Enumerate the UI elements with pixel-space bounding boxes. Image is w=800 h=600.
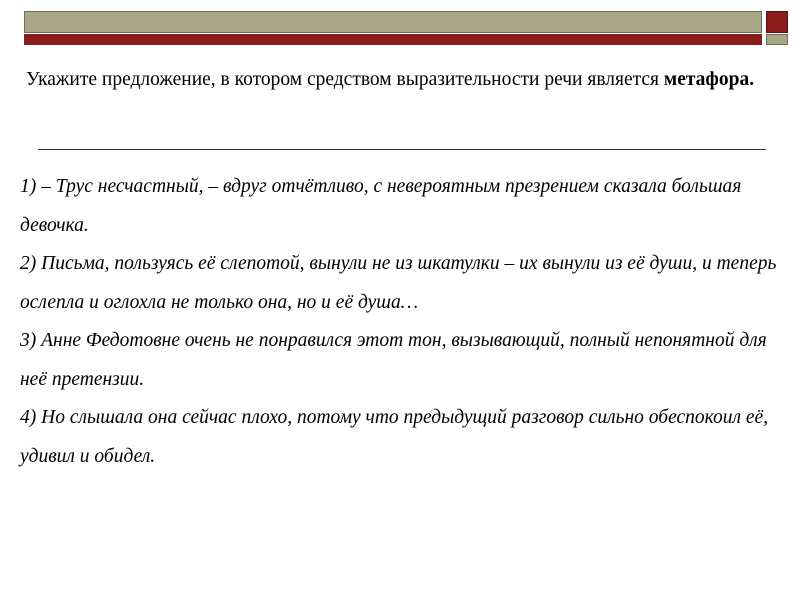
corner-olive-square xyxy=(766,34,788,45)
question-text xyxy=(26,61,786,98)
option-1: 1) – Трус несчастный, – вдруг отчётливо, с невероятным презрением сказала большая девочка. xyxy=(20,176,742,236)
answer-options xyxy=(20,168,790,476)
question-body: Укажите предложение, в котором средством выразительности речи является xyxy=(26,69,664,90)
header-olive-bar xyxy=(24,11,762,33)
option-2: 2) Письма, пользуясь её слепотой, вынули не из шкатулки – их вынули из её души, и теперь ослепла и оглохла не только она, но и её душа… xyxy=(20,253,777,313)
question-emphasis: метафора. xyxy=(663,69,755,90)
option-4: 4) Но слышала она сейчас плохо, потому что предыдущий разговор сильно обеспокоил её, удивил и обидел. xyxy=(20,407,769,467)
divider-line xyxy=(38,149,766,150)
option-3: 3) Анне Федотовне очень не понравился этот тон, вызывающий, полный непонятной для неё претензии. xyxy=(20,330,767,390)
corner-red-square xyxy=(766,11,788,33)
header-red-bar xyxy=(24,34,762,45)
